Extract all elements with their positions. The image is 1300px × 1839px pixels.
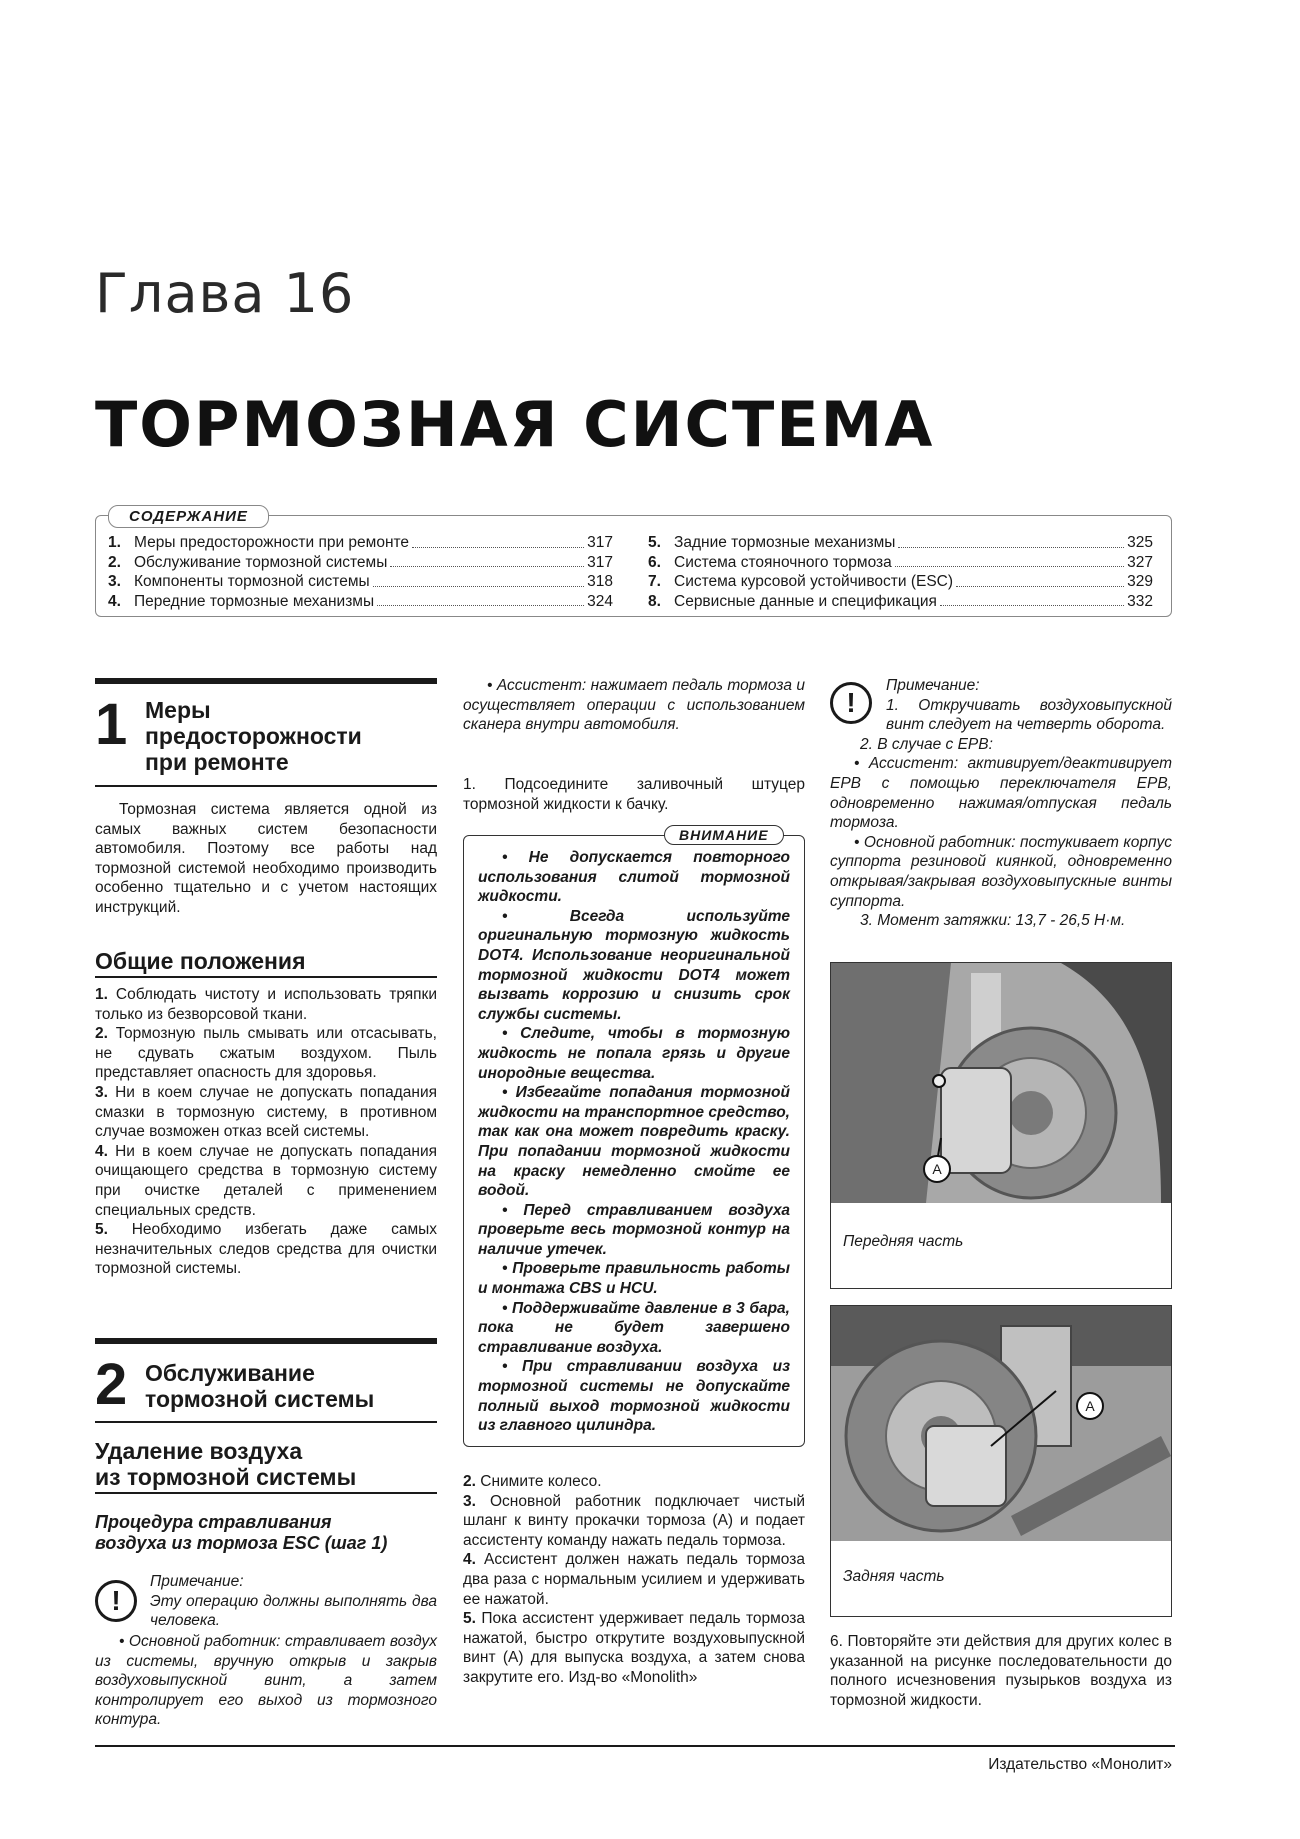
warning-item: • Проверьте правильность работы и монтажа CBS и HCU. (478, 1260, 790, 1298)
toc-label: СОДЕРЖАНИЕ (108, 505, 269, 528)
warning-item: • При стравливании воздуха из тормозной системы не допускайте полный выход тормозной жидкости из главного цилиндра. (478, 1358, 790, 1435)
footer-rule (95, 1745, 1175, 1747)
rear-brake-figure (830, 1305, 1172, 1617)
list-item: 2. Снимите колесо. (463, 1473, 602, 1490)
section-2-note-bullet: • Основной работник: стравливает воздух из системы, вручную открыв и закрыв воздуховыпускной винт, а затем контролирует его выход из тормозного контура. (95, 1633, 437, 1729)
list-item: 3. Основной работник подключает чистый шланг к винту прокачки тормоза (A) и подает ассистенту команду нажать педаль тормоза. (463, 1492, 805, 1549)
note-exclamation-icon: ! (830, 682, 872, 724)
toc-item[interactable]: 3. Компоненты тормозной системы 318 (108, 573, 613, 590)
list-item: 3. Ни в коем случае не допускать попадания смазки в тормозную систему, в противном случае возможен отказ всей системы. (95, 1083, 437, 1141)
section-1-title: Меры предосторожности при ремонте (145, 697, 362, 775)
list-item: 4. Ассистент должен нажать педаль тормоза два раза с нормальным усилием и удерживать ее нажатой. (463, 1551, 805, 1608)
section-2-bottom-rule (95, 1421, 437, 1423)
publisher-footer: Издательство «Монолит» (988, 1756, 1172, 1773)
toc-column-right (648, 533, 1153, 611)
toc-item[interactable]: 1. Меры предосторожности при ремонте 317 (108, 534, 613, 551)
warning-box (463, 835, 805, 1447)
callout-a-front: A (923, 1155, 951, 1183)
front-brake-figure (830, 962, 1172, 1289)
toc-item[interactable]: 2. Обслуживание тормозной системы 317 (108, 553, 613, 571)
warning-label: ВНИМАНИЕ (664, 825, 784, 845)
step-1: 1. Подсоедините заливочный штуцер тормозной жидкости к бачку. (463, 776, 805, 813)
list-item: 2. Тормозную пыль смывать или отсасывать, не сдувать сжатым воздухом. Пыль представляет опасность для здоровья. (95, 1025, 437, 1082)
steps-list (463, 1472, 805, 1688)
procedure-heading: Процедура стравливания воздуха из тормоза ESC (шаг 1) (95, 1512, 388, 1553)
warning-item: • Перед стравливанием воздуха проверьте весь тормозной контур на наличие утечек. (478, 1201, 790, 1258)
section-2-title: Обслуживание тормозной системы (145, 1360, 375, 1412)
chapter-title: ТОРМОЗНАЯ СИСТЕМА (95, 388, 935, 461)
section-1-number: 1 (95, 692, 128, 757)
general-provisions-heading: Общие положения (95, 948, 437, 978)
section-2-note: Примечание: Эту операцию должны выполнять два человека. (150, 1573, 437, 1630)
front-caption: Передняя часть (843, 1233, 964, 1250)
warning-item: • Следите, чтобы в тормозную жидкость не попала грязь и другие инородные вещества. (478, 1025, 790, 1082)
toc-item[interactable]: 8. Сервисные данные и спецификация 332 (648, 592, 1153, 610)
front-brake-illustration (831, 963, 1171, 1203)
warning-item: • Поддерживайте давление в 3 бара, пока не будет завершено стравливание воздуха. (478, 1299, 790, 1356)
general-provisions-list (95, 985, 437, 1279)
right-note: Примечание: 1. Откручивать воздуховыпускной винт следует на четверть оборота. 2. В случае с EPB: • Ассистент: активирует/деактивирует EPB с помощью переключателя EPB, одновременно нажимая/отпуская педаль тормоза. • Основной работник: постукивает корпус суппорта резиновой киянкой, одновременно открывая/закрывая воздуховыпускные винты суппорта. 3. Момент затяжки: 13,7 - 26,5 Н·м. (830, 677, 1172, 930)
list-item: 4. Ни в коем случае не допускать попадания очищающего средства в тормозную систему при очистке деталей с применением специальных средств. (95, 1142, 437, 1219)
toc-column-left (108, 533, 613, 611)
list-item: 5. Пока ассистент удерживает педаль тормоза нажатой, быстро открутите воздуховыпускной винт (A) для выпуска воздуха, а затем снова закрутите его. Изд-во «Monolith» (463, 1610, 805, 1686)
section-2-number: 2 (95, 1352, 128, 1417)
section-1-rule (95, 678, 437, 684)
list-item: 5. Необходимо избегать даже самых незначительных следов средства для очистки тормозной системы. (95, 1221, 437, 1278)
warning-item: • Всегда используйте оригинальную тормозную жидкость DOT4. Использование неоригинальной тормозной жидкости DOT4 может вызвать коррозию и снизить срок службы системы. (478, 907, 790, 1023)
section-1-bottom-rule (95, 785, 437, 787)
toc-item[interactable]: 4. Передние тормозные механизмы 324 (108, 592, 613, 610)
callout-a-rear: A (1076, 1392, 1104, 1420)
warning-item: • Не допускается повторного использования слитой тормозной жидкости. (478, 849, 790, 906)
front-brake-photo (831, 963, 1171, 1203)
toc-item[interactable]: 5. Задние тормозные механизмы 325 (648, 534, 1153, 551)
chapter-label: Глава 16 (95, 262, 355, 325)
rear-caption: Задняя часть (843, 1568, 945, 1585)
step-6: 6. Повторяйте эти действия для других колес в указанной на рисунке последовательности до полного исчезновения пузырьков воздуха из тормозной жидкости. (830, 1633, 1172, 1709)
section-1-intro: Тормозная система является одной из самых важных систем безопасности автомобиля. Поэтому все работы над тормозной системой необходимо производить особенно тщательно и с учетом настоящих инструкций. (95, 801, 437, 916)
toc-item[interactable]: 6. Система стояночного тормоза 327 (648, 553, 1153, 571)
air-removal-heading: Удаление воздуха из тормозной системы (95, 1438, 437, 1494)
list-item: 1. Соблюдать чистоту и использовать тряпки только из безворсовой ткани. (95, 986, 437, 1023)
warning-item: • Избегайте попадания тормозной жидкости на транспортное средство, так как она может повредить краску. При попадании тормозной жидкости на краску немедленно смойте ее водой. (478, 1084, 790, 1200)
rear-brake-illustration (831, 1306, 1171, 1541)
section-2-rule (95, 1338, 437, 1344)
toc-item[interactable]: 7. Система курсовой устойчивости (ESC) 329 (648, 573, 1153, 590)
warning-exclamation-icon: ! (95, 1580, 137, 1622)
assistant-bullet: • Ассистент: нажимает педаль тормоза и осуществляет операции с использованием сканера внутри автомобиля. (463, 677, 805, 734)
rear-brake-photo (831, 1306, 1171, 1541)
